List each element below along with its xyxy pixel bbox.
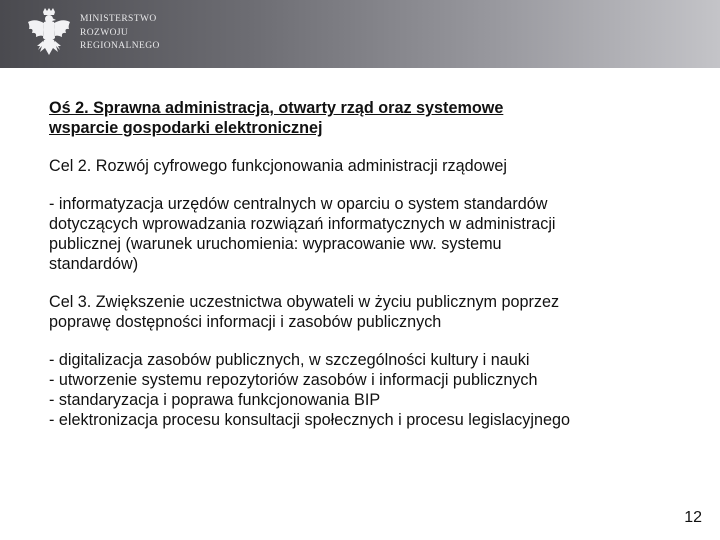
polish-eagle-icon <box>26 8 72 60</box>
heading-line: Oś 2. Sprawna administracja, otwarty rząd oraz systemowe <box>49 99 504 117</box>
list-item: - digitalizacja zasobów publicznych, w szczególności kultury i nauki <box>49 351 530 369</box>
ministry-line: REGIONALNEGO <box>80 41 160 51</box>
goal-3-title <box>49 292 709 332</box>
slide-content <box>49 98 709 430</box>
ministry-name <box>80 13 160 54</box>
text-line: poprawę dostępności informacji i zasobów publicznych <box>49 313 442 331</box>
ministry-line: ROZWOJU <box>80 27 129 38</box>
ministry-line: MINISTERSTWO <box>80 14 157 24</box>
heading-line: wsparcie gospodarki elektronicznej <box>49 119 323 137</box>
text-line: publicznej (warunek uruchomienia: wypracowanie ww. systemu <box>49 235 502 253</box>
text-line: dotyczących wprowadzania rozwiązań informatycznych w administracji <box>49 215 556 233</box>
text-line: standardów) <box>49 255 139 273</box>
list-item: - utworzenie systemu repozytoriów zasobów i informacji publicznych <box>49 371 538 389</box>
header-banner <box>0 0 720 68</box>
goal-2-title: Cel 2. Rozwój cyfrowego funkcjonowania administracji rządowej <box>49 157 507 175</box>
goal-3-bullets <box>49 350 709 430</box>
list-item: - elektronizacja procesu konsultacji społecznych i procesu legislacyjnego <box>49 411 570 429</box>
text-line: Cel 3. Zwiększenie uczestnictwa obywateli w życiu publicznym poprzez <box>49 293 560 311</box>
goal-2-bullet <box>49 194 709 274</box>
slide-heading <box>49 98 709 138</box>
list-item: - standaryzacja i poprawa funkcjonowania BIP <box>49 391 381 409</box>
page-number: 12 <box>684 509 702 526</box>
text-line: - informatyzacja urzędów centralnych w oparciu o system standardów <box>49 195 548 213</box>
